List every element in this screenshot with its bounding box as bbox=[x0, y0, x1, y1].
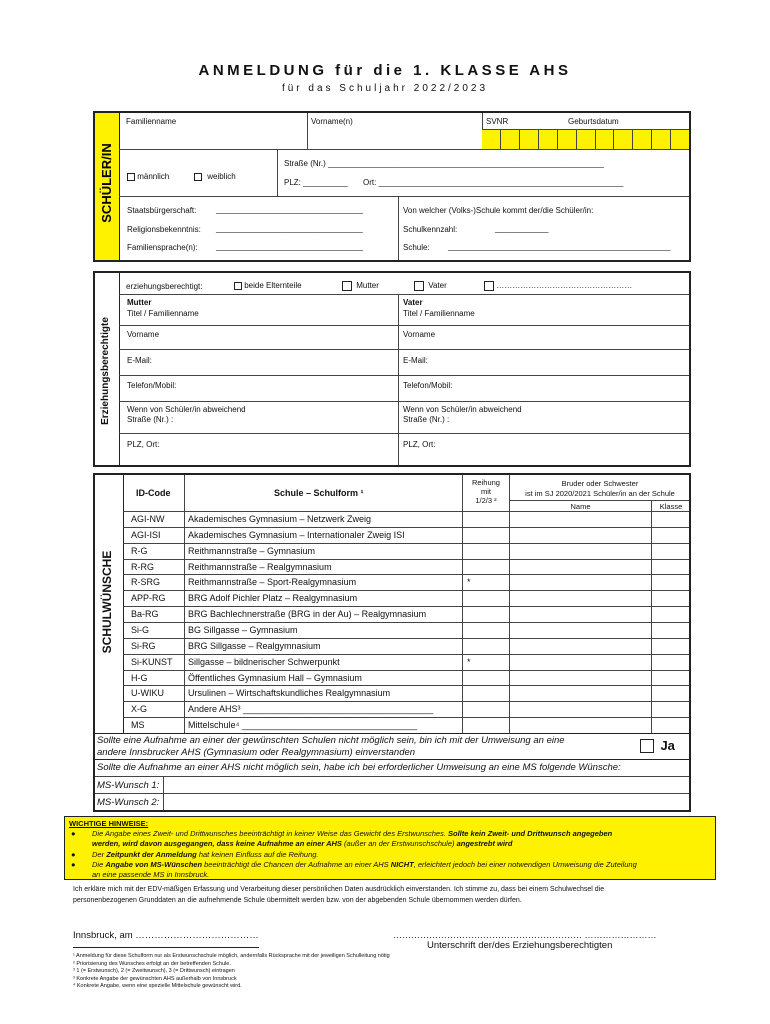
footnote: ⁴ Konkrete Angabe, wenn eine spezielle Mittelschule gewünscht wird. bbox=[73, 983, 242, 989]
schule-field[interactable]: __________________________________________________ bbox=[448, 242, 671, 251]
berechtigt-label: erziehungsberechtigt: bbox=[126, 282, 203, 291]
mutter-vorname-label[interactable]: Vorname bbox=[127, 330, 160, 339]
ms-wunsch-1-label: MS-Wunsch 1: bbox=[97, 780, 160, 791]
id-code-header: ID-Code bbox=[136, 488, 171, 498]
vater-checkbox[interactable] bbox=[414, 281, 424, 291]
page-title: ANMELDUNG für die 1. KLASSE AHS bbox=[198, 62, 572, 79]
school-id-code: APP-RG bbox=[131, 593, 166, 604]
ja-checkbox[interactable] bbox=[640, 739, 654, 753]
vater-abweichend-label: Wenn von Schüler/in abweichend bbox=[403, 405, 522, 414]
school-wish-row[interactable] bbox=[125, 590, 691, 606]
mutter-option[interactable]: Mutter bbox=[342, 281, 379, 291]
ms-wunsch-1-field[interactable] bbox=[164, 777, 689, 792]
school-name: Ursulinen – Wirtschaftskundliches Realgymnasium bbox=[188, 688, 391, 699]
school-wish-row[interactable] bbox=[125, 622, 691, 638]
vater-vorname-label[interactable]: Vorname bbox=[403, 330, 436, 339]
school-id-code: U-WIKU bbox=[131, 688, 164, 699]
bruder-header-2: ist im SJ 2020/2021 Schüler/in an der Schule bbox=[525, 489, 675, 498]
ms-wunsch-2-label: MS-Wunsch 2: bbox=[97, 797, 160, 808]
school-wish-row[interactable] bbox=[125, 559, 691, 575]
hinweis-1b: werden, wird davon ausgegangen, dass keine Aufnahme an einer AHS (außer an der Erstwunschschule) angestrebt wird bbox=[92, 839, 513, 848]
school-name: BG Sillgasse – Gymnasium bbox=[188, 624, 298, 635]
name-header: Name bbox=[570, 502, 591, 511]
school-name: Öffentliches Gymnasium Hall – Gymnasium bbox=[188, 672, 362, 683]
school-name: Reithmannstraße – Realgymnasium bbox=[188, 561, 332, 572]
school-wish-row[interactable] bbox=[125, 606, 691, 622]
andere-checkbox[interactable] bbox=[484, 281, 494, 291]
school-asterisk: * bbox=[467, 656, 471, 667]
school-wish-row[interactable] bbox=[125, 685, 691, 701]
school-id-code: R-RG bbox=[131, 561, 154, 572]
school-name: Sillgasse – bildnerischer Schwerpunkt bbox=[188, 656, 340, 667]
weiblich-option[interactable]: weiblich bbox=[194, 172, 236, 181]
hinweise-box: WICHTIGE HINWEISE: ● Die Angabe eines Zweit- und Drittwunsches beeinträchtigt in keiner Weise das Gewicht des Erstwunsches. Sollte kein Zweit- und Drittwunsch angegeben werden, wird davon ausgegangen, dass keine Aufnahme an einer AHS (außer an der Erstwunschschule) angestrebt wird ● Der Zeitpunkt der Anmeldung hat keinen Einfluss auf die Reihung. ● Die Angabe von MS-Wünschen beeinträchtigt die Chancen der Aufnahme an einer AHS NICHT, erleichtert jedoch bei einer notwendigen Umweisung die Zuteilung an eine passende MS in Innsbruck. bbox=[64, 816, 716, 880]
staatsbuergerschaft-field[interactable]: _________________________________ bbox=[216, 205, 363, 214]
weiblich-checkbox[interactable] bbox=[194, 173, 202, 181]
ms-wunsch-2-field[interactable] bbox=[164, 794, 689, 809]
school-id-code: AGI-ISI bbox=[131, 529, 161, 540]
wuensche-section-label: SCHULWÜNSCHE bbox=[100, 550, 114, 654]
familiensprache-label: Familiensprache(n): bbox=[127, 243, 198, 252]
staatsbuergerschaft-label: Staatsbürgerschaft: bbox=[127, 206, 197, 215]
mutter-plz-ort-label[interactable]: PLZ, Ort: bbox=[127, 440, 160, 449]
school-id-code: R-G bbox=[131, 545, 148, 556]
footnote: ³ Konkrete Angabe der gewünschten AHS außerhalb von Innsbruck bbox=[73, 975, 237, 982]
school-id-code: X-G bbox=[131, 704, 148, 715]
school-asterisk: * bbox=[467, 577, 471, 588]
reihung-header: Reihung mit 1/2/3 ² bbox=[472, 478, 500, 505]
school-name: Akademisches Gymnasium – Internationaler Zweig ISI bbox=[188, 529, 405, 540]
hinweis-1a: Die Angabe eines Zweit- und Drittwunsches beeinträchtigt in keiner Weise das Gewicht des Erstwunsches. Sollte kein Zweit- und Drittwunsch angegeben bbox=[92, 829, 613, 838]
beide-checkbox[interactable] bbox=[234, 282, 242, 290]
signature-label: Unterschrift der/des Erziehungsberechtigten bbox=[427, 940, 613, 951]
mutter-abweichend-label: Wenn von Schüler/in abweichend bbox=[127, 405, 246, 414]
school-wish-row[interactable] bbox=[125, 654, 691, 670]
schulkennzahl-field[interactable]: ____________ bbox=[495, 224, 549, 233]
hinweis-3b: an eine passende MS in Innsbruck. bbox=[92, 870, 210, 879]
strasse-field[interactable]: Straße (Nr.) ______________________________________________________________ bbox=[284, 159, 604, 168]
vater-option[interactable]: Vater bbox=[414, 281, 447, 291]
mutter-telefon-label[interactable]: Telefon/Mobil: bbox=[127, 381, 177, 390]
school-wish-row[interactable] bbox=[125, 511, 691, 527]
school-id-code: R-SRG bbox=[131, 577, 160, 588]
klasse-header: Klasse bbox=[659, 502, 683, 511]
school-name: BRG Bachlechnerstraße (BRG in der Au) – Realgymnasium bbox=[188, 609, 427, 620]
erklaerung-text: Ich erkläre mich mit der EDV-mäßigen Erfassung und Verarbeitung dieser persönlichen Daten ausdrücklich einverstanden. Ich stimme zu, dass bei einem Schulwechsel die personenbezogenen Grunddaten an die aufnehmende Schule übermittelt werden bzw. von der abgebenden Schule übernommen werden dürfen. bbox=[73, 886, 605, 904]
school-name: Andere AHS³ ______________________________________ bbox=[188, 704, 434, 715]
beide-option[interactable]: beide Elternteile bbox=[234, 281, 302, 290]
footnote: ³ 1 (= Erstwunsch), 2 (= Zweitwunsch), 3 (= Drittwunsch) eintragen bbox=[73, 968, 235, 974]
hinweise-title: WICHTIGE HINWEISE: bbox=[69, 819, 149, 828]
mutter-checkbox[interactable] bbox=[342, 281, 352, 291]
svnr-label: SVNR bbox=[486, 117, 509, 126]
schueler-section-label: SCHÜLER/IN bbox=[99, 143, 114, 223]
plz-field[interactable]: PLZ: __________ bbox=[284, 178, 348, 187]
school-name: Akademisches Gymnasium – Netzwerk Zweig bbox=[188, 514, 372, 524]
hinweis-2: Der Zeitpunkt der Anmeldung hat keinen Einfluss auf die Reihung. bbox=[92, 850, 319, 859]
school-id-code: MS bbox=[131, 720, 145, 731]
schulform-header: Schule – Schulform ¹ bbox=[274, 488, 364, 498]
col-mutter-heading: Mutter bbox=[127, 298, 152, 307]
school-name: Mittelschule⁴ ___________________________________ bbox=[188, 720, 418, 731]
school-wish-row[interactable] bbox=[125, 527, 691, 543]
ort-field[interactable]: Ort: _______________________________________________________ bbox=[363, 178, 624, 187]
school-name: BRG Sillgasse – Realgymnasium bbox=[188, 640, 321, 651]
erz-section-label: Erziehungsberechtigte bbox=[100, 317, 111, 425]
andere-option[interactable]: …………………………………………… bbox=[484, 281, 632, 291]
vater-email-label[interactable]: E-Mail: bbox=[403, 356, 428, 365]
religion-label: Religionsbekenntnis: bbox=[127, 225, 201, 234]
svnr-input[interactable] bbox=[482, 129, 689, 149]
school-wish-row[interactable] bbox=[125, 574, 691, 590]
footnote: ¹ Anmeldung für diese Schulform nur als Erstwunschschule möglich, andernfalls Rücksprache mit der jeweiligen Schulleitung nötig bbox=[73, 953, 390, 959]
maennlich-option[interactable]: männlich bbox=[127, 172, 169, 181]
schulkennzahl-label: Schulkennzahl: bbox=[403, 225, 458, 234]
bruder-header-1: Bruder oder Schwester bbox=[561, 479, 639, 488]
familiensprache-field[interactable]: _________________________________ bbox=[216, 242, 363, 251]
religion-field[interactable]: _________________________________ bbox=[216, 224, 363, 233]
geburtsdatum-label: Geburtsdatum bbox=[568, 117, 619, 126]
ja-option[interactable]: Ja bbox=[640, 737, 675, 755]
familienname-label: Familienname bbox=[126, 117, 177, 126]
ms-text: Sollte die Aufnahme an einer AHS nicht möglich sein, habe ich bei erforderlicher Umweisung an eine MS folgende Wünsche: bbox=[97, 762, 621, 773]
ort-datum-field[interactable]: Innsbruck, am ………………………………… bbox=[73, 930, 259, 941]
schule-label: Schule: bbox=[403, 243, 430, 252]
vater-plz-ort-label[interactable]: PLZ, Ort: bbox=[403, 440, 436, 449]
school-id-code: Si-G bbox=[131, 624, 149, 635]
school-name: Reithmannstraße – Gymnasium bbox=[188, 545, 316, 556]
school-id-code: AGI-NW bbox=[131, 514, 165, 524]
signature-dots[interactable]: ……………………………………………………… …………………… bbox=[393, 930, 657, 940]
school-id-code: Ba-RG bbox=[131, 609, 159, 620]
maennlich-checkbox[interactable] bbox=[127, 173, 135, 181]
umweisung-text: Sollte eine Aufnahme an einer der gewünschten Schulen nicht möglich sein, bin ich mit der Umweisung an eine andere Innsbrucker AHS (Gymnasium oder Realgymnasium) einverstanden bbox=[97, 735, 565, 758]
school-id-code: Si-KUNST bbox=[131, 656, 173, 667]
school-wish-row[interactable] bbox=[125, 638, 691, 654]
mutter-familienname-label[interactable]: Titel / Familienname bbox=[127, 309, 199, 318]
school-id-code: H-G bbox=[131, 672, 148, 683]
school-name: Reithmannstraße – Sport-Realgymnasium bbox=[188, 577, 357, 588]
school-wish-row[interactable] bbox=[125, 701, 691, 717]
school-name: BRG Adolf Pichler Platz – Realgymnasium bbox=[188, 593, 358, 604]
vater-familienname-label[interactable]: Titel / Familienname bbox=[403, 309, 475, 318]
col-vater-heading: Vater bbox=[403, 298, 423, 307]
vater-telefon-label[interactable]: Telefon/Mobil: bbox=[403, 381, 453, 390]
school-wish-row[interactable] bbox=[125, 543, 691, 559]
hinweis-3: Die Angabe von MS-Wünschen beeinträchtigt die Chancen der Aufnahme an einer AHS NICHT, erleichtert jedoch bei einer notwendigen Umweisung die Zuteilung bbox=[92, 860, 637, 869]
volksschule-label: Von welcher (Volks-)Schule kommt der/die Schüler/in: bbox=[403, 206, 594, 215]
vater-strasse-label[interactable]: Straße (Nr.) : bbox=[403, 415, 450, 424]
footnote: ² Priorisierung des Wunsches erfolgt an der betreffenden Schule. bbox=[73, 960, 231, 967]
mutter-email-label[interactable]: E-Mail: bbox=[127, 356, 152, 365]
vorname-label: Vorname(n) bbox=[311, 117, 353, 126]
erz-section bbox=[93, 271, 691, 467]
school-id-code: Si-RG bbox=[131, 640, 156, 651]
school-wish-row[interactable] bbox=[125, 670, 691, 686]
mutter-strasse-label[interactable]: Straße (Nr.) : bbox=[127, 415, 174, 424]
page-subtitle: für das Schuljahr 2022/2023 bbox=[281, 83, 489, 94]
school-wish-row[interactable] bbox=[125, 717, 691, 733]
